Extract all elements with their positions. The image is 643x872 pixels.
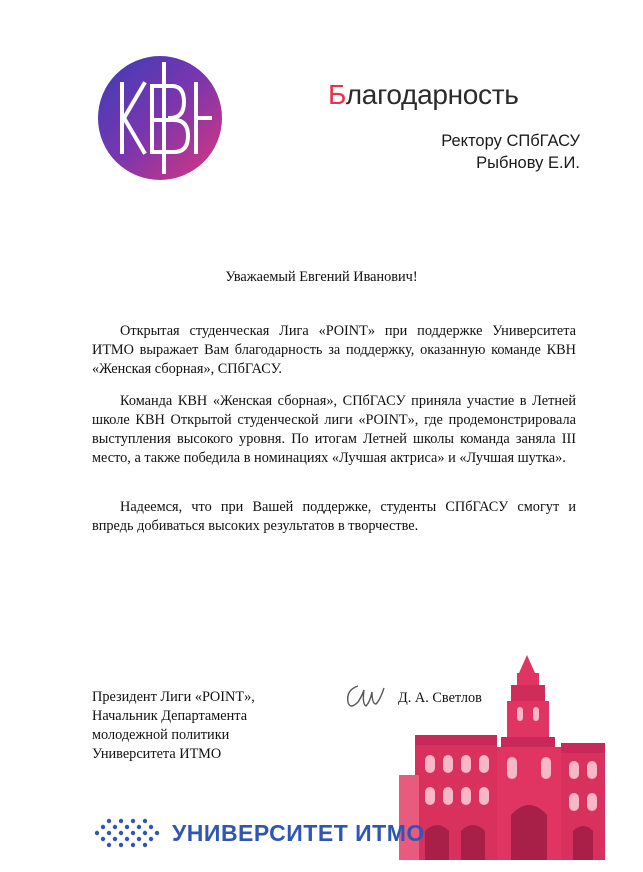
recipient-block bbox=[441, 130, 580, 174]
kvn-logo bbox=[98, 56, 222, 180]
paragraph-1-text: Открытая студенческая Лига «POINT» при поддержке Университета ИТМО выражает Вам благодарность за поддержку, оказанную команде КВН «Женская сборная», СПбГАСУ. bbox=[92, 323, 576, 377]
salutation: Уважаемый Евгений Иванович! bbox=[225, 269, 418, 285]
signer-position bbox=[92, 688, 255, 764]
paragraph-2-text: Команда КВН «Женская сборная», СПбГАСУ приняла участие в Летней школе КВН Открытой студенческой лиги «POINT», где продемонстрировала выступления высокого уровня. По итогам Летней школы команда заняла III место, а также победила в номинациях «Лучшая актриса» и «Лучшая шутка». bbox=[92, 393, 576, 466]
handwritten-signature bbox=[344, 680, 386, 714]
itmo-dots-logo bbox=[93, 816, 165, 850]
signer-position-line-3: молодежной политики bbox=[92, 727, 230, 743]
paragraph-2 bbox=[92, 392, 576, 468]
signer-position-line-2: Начальник Департамента bbox=[92, 708, 248, 724]
signer-name: Д. А. Светлов bbox=[398, 690, 482, 706]
itmo-wordmark: УНИВЕРСИТЕТ ИТМО bbox=[172, 820, 425, 846]
signer-position-line-1: Президент Лиги «POINT», bbox=[92, 689, 255, 705]
document-title bbox=[328, 79, 519, 111]
paragraph-1 bbox=[92, 322, 576, 379]
title-first-letter: Б bbox=[328, 79, 346, 110]
paragraph-3 bbox=[92, 498, 576, 536]
signer-position-line-4: Университета ИТМО bbox=[92, 746, 222, 762]
paragraph-3-text: Надеемся, что при Вашей поддержке, студенты СПбГАСУ смогут и впредь добиваться высоких результатов в творчестве. bbox=[92, 499, 576, 534]
recipient-line-1: Ректору СПбГАСУ bbox=[441, 132, 580, 150]
title-rest: лагодарность bbox=[345, 79, 519, 110]
recipient-line-2: Рыбнову Е.И. bbox=[476, 154, 580, 172]
